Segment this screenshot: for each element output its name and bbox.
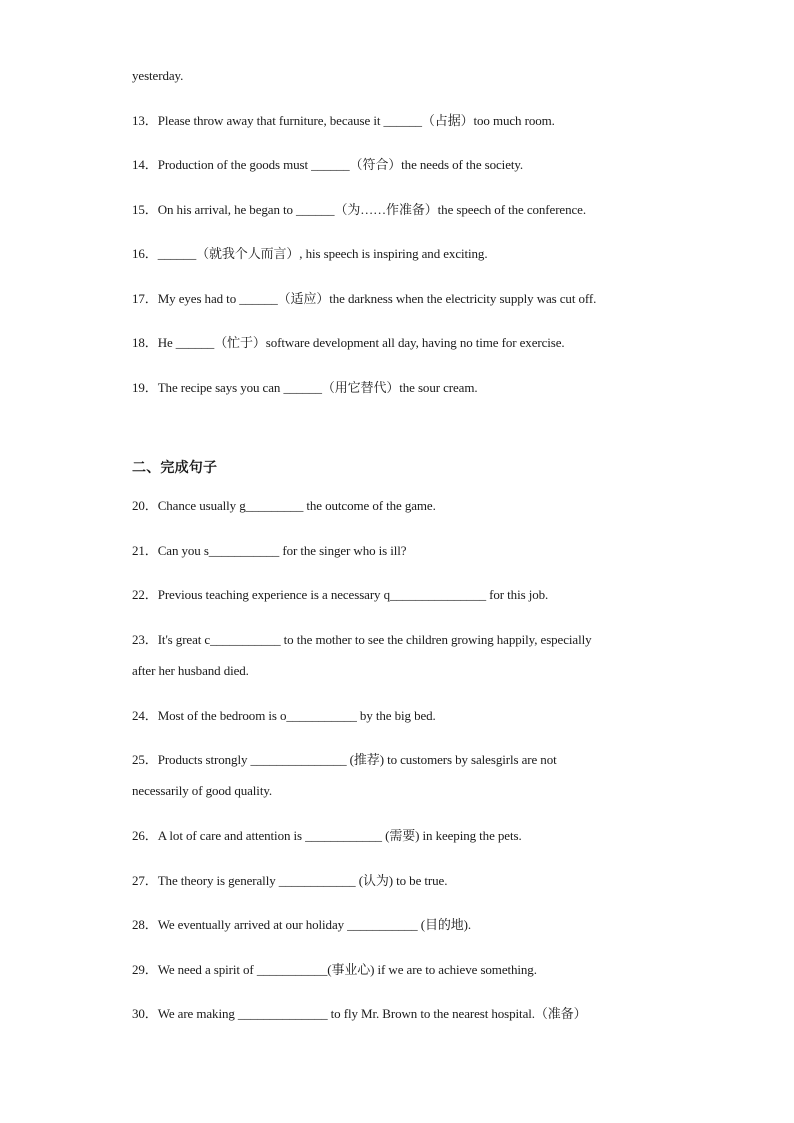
question-22 (132, 587, 652, 603)
question-23-continuation (132, 663, 652, 679)
question-text: Most of the bedroom is o___________ by the big bed. (157, 708, 436, 723)
question-text: We are making ______________ to fly Mr. Brown to the nearest hospital.（准备） (157, 1006, 587, 1021)
question-text: Previous teaching experience is a necessary q_______________ for this job. (157, 587, 549, 602)
question-14 (132, 157, 652, 173)
question-text: He ______（忙于）software development all day, having no time for exercise. (157, 335, 565, 350)
question-number: 15． (132, 202, 158, 217)
question-text: It's great c___________ to the mother to see the children growing happily, especially (157, 632, 592, 647)
question-number: 25． (132, 752, 158, 767)
question-text: necessarily of good quality. (132, 783, 273, 798)
question-text: after her husband died. (132, 663, 249, 678)
question-number: 28． (132, 917, 158, 932)
question-number: 14． (132, 157, 158, 172)
question-number: 24． (132, 708, 158, 723)
question-13 (132, 113, 652, 129)
question-20 (132, 498, 652, 514)
question-text: Products strongly _______________ (推荐) to customers by salesgirls are not (157, 752, 557, 767)
question-25 (132, 752, 652, 768)
question-text: My eyes had to ______（适应）the darkness when the electricity supply was cut off. (157, 291, 597, 306)
question-text: The theory is generally ____________ (认为) to be true. (157, 873, 448, 888)
question-29 (132, 962, 652, 978)
question-number: 26． (132, 828, 158, 843)
question-number: 22． (132, 587, 158, 602)
question-16 (132, 246, 652, 262)
question-number: 27． (132, 873, 158, 888)
question-number: 29． (132, 962, 158, 977)
section-heading: 二、完成句子 (132, 460, 218, 476)
question-text: We need a spirit of ___________(事业心) if we are to achieve something. (157, 962, 537, 977)
question-number: 16． (132, 246, 158, 261)
question-number: 13． (132, 113, 158, 128)
question-text: Please throw away that furniture, because it ______（占据）too much room. (157, 113, 555, 128)
question-number: 19． (132, 380, 158, 395)
question-27 (132, 873, 652, 889)
continuation-line (132, 68, 652, 84)
question-number: 17． (132, 291, 158, 306)
question-text: On his arrival, he began to ______（为……作准备）the speech of the conference. (157, 202, 586, 217)
question-text: A lot of care and attention is ____________ (需要) in keeping the pets. (157, 828, 522, 843)
question-text: Chance usually g_________ the outcome of the game. (157, 498, 436, 513)
question-25-continuation (132, 783, 652, 799)
line-text: yesterday. (132, 68, 184, 83)
question-28 (132, 917, 652, 933)
question-24 (132, 708, 652, 724)
question-23 (132, 632, 652, 648)
question-26 (132, 828, 652, 844)
question-text: ______（就我个人而言）, his speech is inspiring and exciting. (157, 246, 488, 261)
question-17 (132, 291, 652, 307)
question-15 (132, 202, 652, 218)
question-30 (132, 1006, 652, 1022)
question-number: 18． (132, 335, 158, 350)
question-21 (132, 543, 652, 559)
question-number: 21． (132, 543, 158, 558)
question-text: Production of the goods must ______（符合）the needs of the society. (157, 157, 524, 172)
question-number: 30． (132, 1006, 158, 1021)
question-text: We eventually arrived at our holiday ___________ (目的地). (157, 917, 472, 932)
question-text: The recipe says you can ______（用它替代）the sour cream. (157, 380, 478, 395)
question-number: 23． (132, 632, 158, 647)
question-18 (132, 335, 652, 351)
question-number: 20． (132, 498, 158, 513)
question-19 (132, 380, 652, 396)
question-text: Can you s___________ for the singer who is ill? (157, 543, 407, 558)
